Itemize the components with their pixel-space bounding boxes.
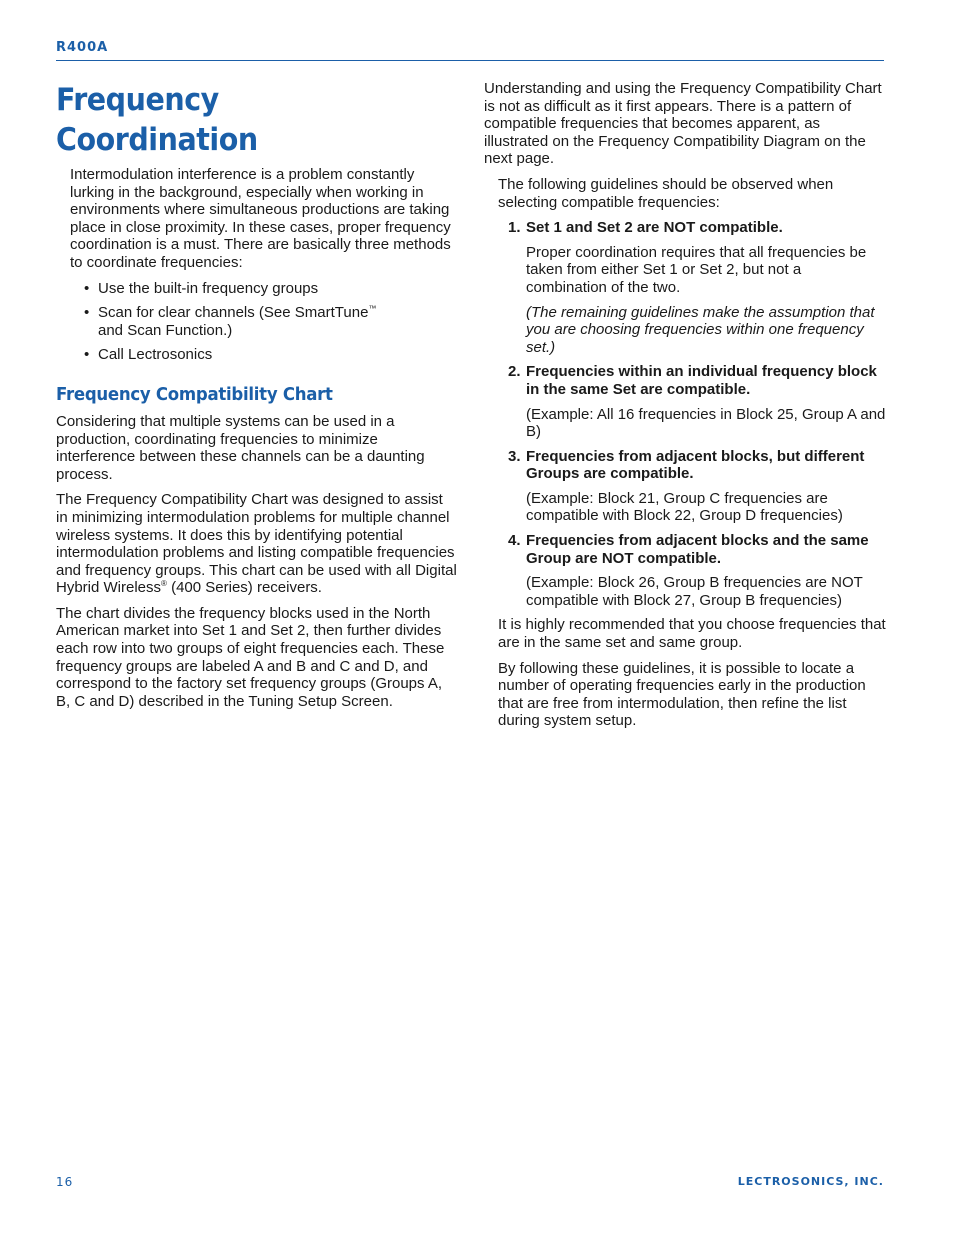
guideline-heading-text: Set 1 and Set 2 are NOT compatible. bbox=[526, 219, 783, 237]
paragraph-text-cont: (400 Series) receivers. bbox=[166, 579, 322, 597]
page-title: Frequency Coordination bbox=[56, 82, 258, 158]
list-item bbox=[84, 280, 458, 298]
guideline-4 bbox=[484, 532, 886, 609]
intro-paragraph: Intermodulation interference is a problem constantly lurking in the background, especially when working in environments where simultaneous productions are taking place in close proximity. In these cases, proper frequency coordination is a must. There are basically three methods to coordinate frequencies: bbox=[70, 166, 451, 271]
list-item-text: Use the built-in frequency groups bbox=[98, 279, 319, 297]
guideline-heading bbox=[484, 532, 886, 567]
paragraph-text: The Frequency Compatibility Chart was designed to assist in minimizing intermodulation problems for multiple channel wireless systems. It does this by identifying potential intermodulation problems and listing compatible frequencies and frequency groups. This chart can be used with all Digital Hybrid Wireless bbox=[56, 491, 457, 597]
guideline-1 bbox=[484, 219, 886, 356]
section-paragraph-2 bbox=[56, 491, 458, 597]
guideline-number: 2. bbox=[508, 363, 521, 381]
guideline-body: Proper coordination requires that all frequencies be taken from either Set 1 or Set 2, but not a combination of the two. bbox=[526, 243, 867, 296]
list-item bbox=[84, 346, 458, 364]
methods-list bbox=[56, 280, 458, 364]
right-paragraph-4: By following these guidelines, it is possible to locate a number of operating frequencies early in the production that are free from intermodulation, then refine the list during system setup. bbox=[498, 659, 866, 730]
guideline-note: (The remaining guidelines make the assumption that you are choosing frequencies within one frequency set.) bbox=[526, 303, 875, 356]
guideline-heading-text: Frequencies from adjacent blocks, but different Groups are compatible. bbox=[526, 447, 865, 483]
trademark-mark: ™ bbox=[368, 304, 377, 314]
guideline-3 bbox=[484, 448, 886, 525]
list-item-text: Call Lectrosonics bbox=[98, 346, 213, 364]
right-paragraph-1: Understanding and using the Frequency Compatibility Chart is not as difficult as it first appears. There is a pattern of compatible frequencies that becomes apparent, as illustrated on the Frequency Compatibility Diagram on the next page. bbox=[484, 80, 882, 168]
guideline-2 bbox=[484, 363, 886, 440]
guideline-heading bbox=[484, 219, 886, 237]
section-paragraph-1: Considering that multiple systems can be used in a production, coordinating frequencies to minimize interference between these channels can be a daunting process. bbox=[56, 412, 425, 483]
guideline-body: (Example: Block 21, Group C frequencies are compatible with Block 22, Group D frequencies) bbox=[526, 489, 843, 525]
guideline-number: 3. bbox=[508, 447, 521, 465]
guideline-heading bbox=[484, 363, 886, 398]
left-column bbox=[56, 80, 458, 718]
page-number: 16 bbox=[56, 1175, 74, 1189]
guideline-number: 1. bbox=[508, 219, 521, 237]
footer-brand: LECTROSONICS, INC. bbox=[737, 1175, 884, 1188]
guideline-heading bbox=[484, 448, 886, 483]
guideline-heading-text: Frequencies from adjacent blocks and the same Group are NOT compatible. bbox=[526, 532, 869, 567]
section-paragraph-3: The chart divides the frequency blocks used in the North American market into Set 1 and Set 2, then further divides each row into two groups of eight frequencies each. These frequency groups are labeled A and B and C and D, and correspond to the factory set frequency groups (Groups A, B, C and D) described in the Tuning Setup Screen. bbox=[56, 604, 445, 710]
guideline-number: 4. bbox=[508, 532, 521, 550]
guideline-body: (Example: Block 26, Group B frequencies are NOT compatible with Block 27, Group B frequencies) bbox=[526, 574, 863, 609]
running-header-model: R400A bbox=[56, 40, 109, 55]
section-heading: Frequency Compatibility Chart bbox=[56, 383, 333, 405]
list-item-text: Scan for clear channels (See SmartTune bbox=[98, 304, 369, 322]
right-paragraph-3: It is highly recommended that you choose frequencies that are in the same set and same group. bbox=[498, 616, 886, 652]
list-item bbox=[84, 304, 458, 339]
registered-mark: ® bbox=[161, 579, 167, 589]
guideline-body: (Example: All 16 frequencies in Block 25, Group A and B) bbox=[526, 405, 886, 441]
list-item-text-cont: and Scan Function.) bbox=[98, 321, 233, 339]
right-paragraph-2: The following guidelines should be observed when selecting compatible frequencies: bbox=[498, 175, 834, 211]
right-column bbox=[484, 80, 886, 738]
header-divider bbox=[56, 60, 884, 61]
guideline-heading-text: Frequencies within an individual frequency block in the same Set are compatible. bbox=[526, 363, 877, 398]
